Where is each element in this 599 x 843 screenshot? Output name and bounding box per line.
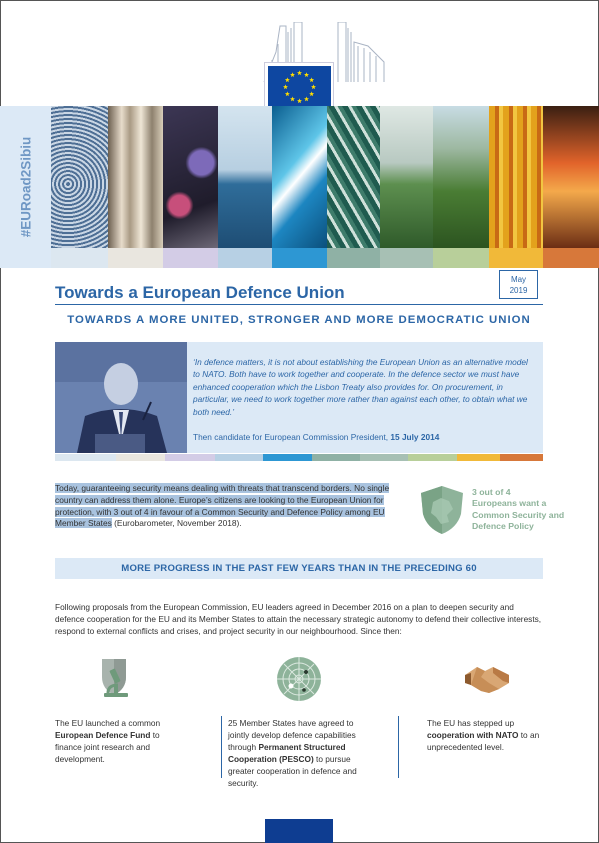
portrait-photo xyxy=(55,342,187,453)
column-pesco-pre: 25 Member States have agreed to jointly develop defence capabilities through xyxy=(228,718,356,752)
photo-display xyxy=(543,106,599,248)
section-banner: MORE PROGRESS IN THE PAST FEW YEARS THAN IN THE PRECEDING 60 xyxy=(55,558,543,579)
column-fund-pre: The EU launched a common xyxy=(55,718,161,728)
hashtag-sidebar xyxy=(0,106,51,268)
photo-plants xyxy=(433,106,489,248)
speaker-silhouette-icon xyxy=(55,342,187,453)
shield-map-icon xyxy=(419,484,465,536)
stat-body: Europeans want a Common Security and Defence Policy xyxy=(472,498,565,532)
quote-text: ‘In defence matters, it is not about establishing the European Union as an alternative model to NATO. Both have to work together and cooperate. In the defence sector we must have enhanced cooperation which the Lisbon Treaty also provides for. On procurement, in particular, we need to work together more rather than against each other, to obtain what we both need.’ xyxy=(193,357,528,417)
citation-prefix: Then candidate for European Commission President, xyxy=(193,432,389,442)
column-nato-post: to an unprecedented level. xyxy=(427,729,540,752)
radar-icon xyxy=(275,655,323,703)
photo-waves xyxy=(327,106,380,248)
selected-text[interactable]: Today, guaranteeing security means dealing with threats that transcend borders. No single country can address them alone. Europe’s citizens are looking to the European Union for protection, with 3 out of 4 in favour of a Common Security and Defence Policy among EU Member States xyxy=(55,483,390,529)
column-fund-post: to finance joint research and development. xyxy=(55,729,160,764)
microscope-shield-icon xyxy=(92,655,140,703)
column-pesco xyxy=(228,718,376,789)
footer-flag-bar xyxy=(265,819,333,843)
column-fund-bold: European Defence Fund xyxy=(55,729,151,740)
date-year: 2019 xyxy=(509,286,528,295)
body-paragraph: Following proposals from the European Commission, EU leaders agreed in December 2016 on a plan to deepen security and defence cooperation for the EU and its Member States to attain the necessary strategic autonomy to defend their collective interests, respond to external conflicts and crises, and project security in our neighbourhood. Since then: xyxy=(55,602,542,636)
intro-paragraph[interactable] xyxy=(55,483,405,530)
stat-headline: 3 out of 4 xyxy=(472,487,511,497)
eu-flag-icon xyxy=(268,66,331,108)
hashtag-text: #EURoad2Sibiu xyxy=(18,136,34,238)
photo-phone xyxy=(163,106,218,248)
quote-citation xyxy=(193,432,439,442)
photo-greenhouse xyxy=(380,106,433,248)
column-nato-pre: The EU has stepped up xyxy=(427,718,515,728)
stat-callout xyxy=(472,487,566,533)
intro-source: (Eurobarometer, November 2018). xyxy=(111,518,242,529)
column-pesco-bold: Permanent Structured Cooperation (PESCO) xyxy=(228,741,346,764)
photo-columns xyxy=(108,106,163,248)
column-divider-1 xyxy=(221,716,222,778)
photo-fingerprint xyxy=(51,106,108,248)
column-nato-bold: cooperation with NATO xyxy=(427,729,519,740)
page-title: Towards a European Defence Union xyxy=(55,283,345,302)
citation-date: 15 July 2014 xyxy=(390,432,440,442)
column-pesco-post: to pursue greater cooperation in defence and security. xyxy=(228,753,357,788)
page-subtitle: TOWARDS A MORE UNITED, STRONGER AND MORE DEMOCRATIC UNION xyxy=(67,314,531,326)
column-nato xyxy=(427,718,551,754)
date-box xyxy=(499,270,538,299)
date-month: May xyxy=(510,275,527,284)
photo-sea xyxy=(218,106,272,248)
handshake-icon xyxy=(463,655,511,703)
photo-containers xyxy=(489,106,543,248)
column-fund xyxy=(55,718,185,766)
title-divider xyxy=(55,304,543,305)
column-divider-2 xyxy=(398,716,399,778)
photo-glass xyxy=(272,106,327,248)
